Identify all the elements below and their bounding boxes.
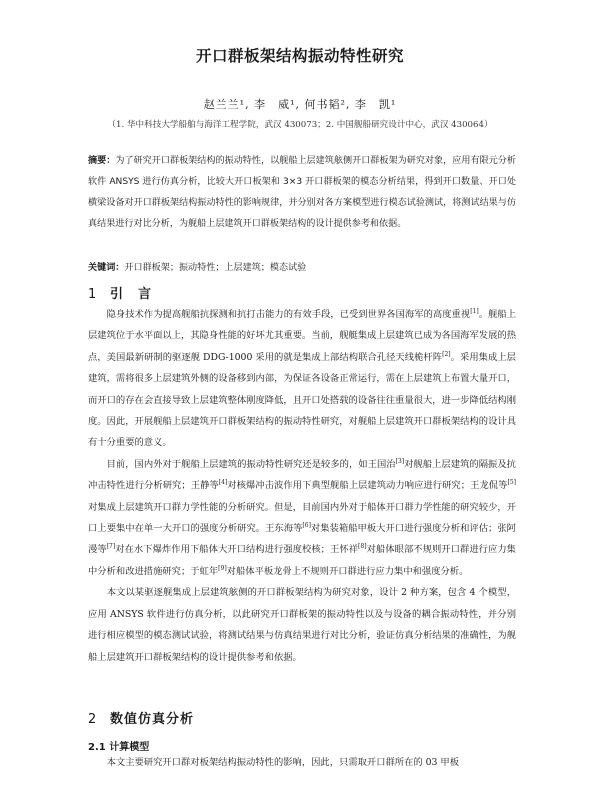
text-run: 对船体平板龙骨上不规则开口群进行应力集中和强度分析。 xyxy=(226,565,469,577)
section-1-heading xyxy=(88,283,152,302)
section-1-title: 引 言 xyxy=(110,287,153,302)
citation-ref[interactable]: [4] xyxy=(218,479,228,487)
text-run: 。舰船上层建筑位于水平面以上，其隐身性能的好坏尤其重要。当前，舰艇集成上层建筑已成为各国海军发展的热点，美国最新研制的驱逐舰 DDG-1000 采用的就是集成上部结构联合孔径天线桅杆阵 xyxy=(88,309,516,363)
section-2-heading xyxy=(88,708,194,727)
abstract-label: 摘要： xyxy=(88,156,116,166)
intro-paragraph-3: 本文以某驱逐舰集成上层建筑舷侧的开口群板架结构为研究对象，设计 2 种方案，包含 4 个模型，应用 ANSYS 软件进行仿真分析，以此研究开口群板架的振动特性以及与设备的耦合振动特性，并分别进行相应模型的模态测试试验，将测试结果与仿真结果进行对比分析，验证仿真分析结果的准确性，为舰船上层建筑开口群板架结构的设计提供参考和依据。 xyxy=(88,587,516,663)
citation-ref[interactable]: [5] xyxy=(507,479,516,487)
paper-title: 开口群板架结构振动特性研究 xyxy=(195,47,404,65)
text-run: 对核爆冲击波作用下典型舰船上层建筑动力响应进行研究；王龙侃等 xyxy=(227,480,508,492)
author-affiliation: （1. 华中科技大学船舶与海洋工程学院，武汉 430073；2. 中国舰船研究设计中心，武汉 430064） xyxy=(107,120,493,130)
citation-ref[interactable]: [6] xyxy=(302,521,311,529)
abstract-block xyxy=(88,151,516,235)
author-list: 赵兰兰¹, 李 威¹, 何书韬², 李 凯¹ xyxy=(203,98,397,111)
citation-ref[interactable]: [1] xyxy=(470,307,479,315)
keywords-text: 开口群板架；振动特性；上层建筑；模态试验 xyxy=(124,263,307,273)
text-run: 。采用集成上层建筑，需将很多上层建筑外侧的设备移到内部，为保证各设备正常运行，需在上层建筑上布置大量开口，而开口的存在会直接导致上层建筑整体刚度降低，且开口处搭载的设备往往重量很大，进一步降低结构刚度。因此，开展舰船上层建筑开口群板架结构的振动特性研究，对舰船上层建筑开口群板架结构的设计具有十分重要的意义。 xyxy=(88,351,516,449)
model-paragraph-1: 本文主要研究开口群对板架结构振动特性的影响，因此，只需取开口群所在的 03 甲板 xyxy=(106,757,460,768)
text-run: 对舰船上层建筑的隔振及抗冲击特性进行分析研究；王静等 xyxy=(88,458,516,492)
text-run: 对集成上层建筑开口群力学性能的分析研究。但是，目前国内外对于船体开口群力学性能的研究较少，开口上要集中在单一大开口的强度分析研究。王东海等 xyxy=(88,501,516,535)
subsection-2-1-heading: 2.1 计算模型 xyxy=(88,742,150,753)
keywords-block xyxy=(88,258,516,279)
text-run: 对船体眼部不规则开口群进行应力集中分析和改进措施研究；于虹年 xyxy=(88,544,516,577)
abstract-text: 为了研究开口群板架结构的振动特性，以舰船上层建筑舷侧开口群板架为研究对象，应用有限元分析软件 ANSYS 进行仿真分析，比较大开口板架和 3×3 开口群板架的模态分析结果，得到开口数量、开口处横梁设备对开口群板架结构振动特性的影响规律，并分别对各方案模型进行模态试验测试，将测试结果与仿真结果进行对比分析，为舰船上层建筑开口群板架结构的设计提供参考和依据。 xyxy=(88,156,516,229)
intro-paragraph-2 xyxy=(88,454,516,582)
subsection-2-1-body xyxy=(88,752,516,773)
text-run: 隐身技术作为提高舰船抗探测和抗打击能力的有效手段，已受到世界各国海军的高度重视 xyxy=(106,309,471,320)
citation-ref[interactable]: [3] xyxy=(395,457,405,465)
text-run: 目前，国内外对于舰船上层建筑的振动特性研究还是较多的，如王国治 xyxy=(106,458,396,470)
section-1-body xyxy=(88,304,516,668)
text-run: 对集装箱船甲板大开口进行强度分析和评估；张阿漫等 xyxy=(88,523,516,556)
section-2-title: 数值仿真分析 xyxy=(110,712,195,727)
section-1-number: 1 xyxy=(88,287,98,302)
citation-ref[interactable]: [2] xyxy=(442,350,451,358)
citation-ref[interactable]: [8] xyxy=(358,543,367,551)
citation-ref[interactable]: [7] xyxy=(106,543,116,551)
citation-ref[interactable]: [9] xyxy=(218,564,227,572)
text-run: 对在水下爆炸作用下船体大开口结构进行强度校核；王怀祥 xyxy=(115,544,359,556)
section-2-number: 2 xyxy=(88,712,98,727)
keywords-label: 关键词： xyxy=(88,263,125,273)
intro-paragraph-1 xyxy=(88,304,516,454)
